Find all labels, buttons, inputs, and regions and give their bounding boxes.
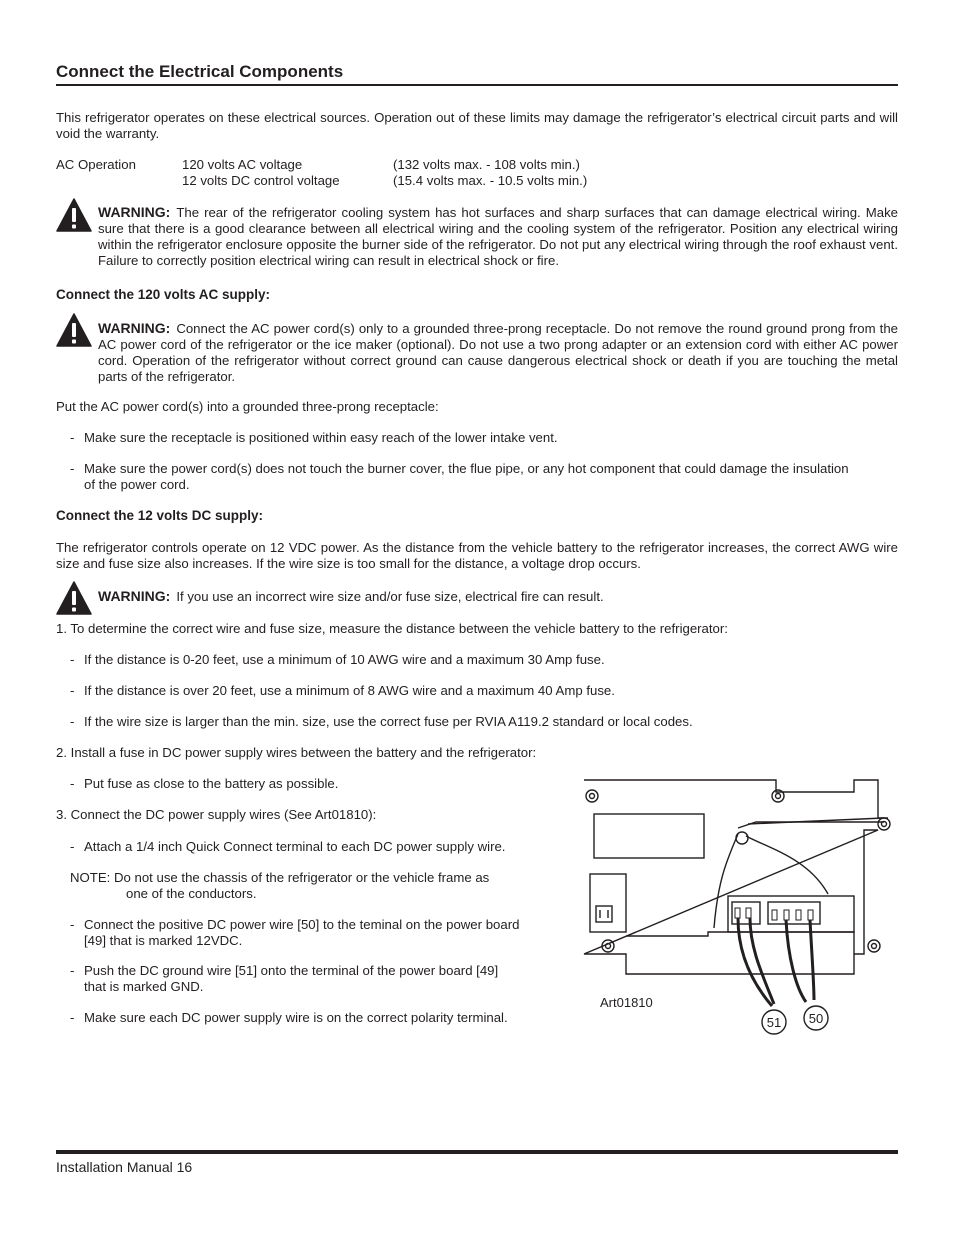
warning-triangle-icon	[56, 198, 92, 232]
list-item: - If the distance is 0-20 feet, use a minimum of 10 AWG wire and a maximum 30 Amp fuse.	[70, 652, 605, 667]
list-item: - Put fuse as close to the battery as possible.	[70, 776, 339, 791]
note-line-1: NOTE: Do not use the chassis of the refrigerator or the vehicle frame as	[70, 870, 490, 885]
warning-2	[98, 320, 898, 385]
ac-spec-2: 12 volts DC control voltage	[182, 173, 340, 188]
step-2: 2. Install a fuse in DC power supply wires between the battery and the refrigerator:	[56, 745, 537, 760]
step-1: 1. To determine the correct wire and fuse size, measure the distance between the vehicle battery to the refrigerator:	[56, 621, 728, 636]
page-title: Connect the Electrical Components	[56, 62, 344, 81]
warning-triangle-icon	[56, 581, 92, 615]
ac-section-heading: Connect the 120 volts AC supply:	[56, 287, 271, 302]
warning-triangle-icon	[56, 313, 92, 347]
list-item: - Push the DC ground wire [51] onto the terminal of the power board [49] that is marked GND.	[70, 963, 499, 994]
callout-50: 50	[808, 1011, 824, 1026]
warning-label: WARNING:	[98, 320, 171, 336]
warning-text: If you use an incorrect wire size and/or fuse size, electrical fire can result.	[176, 589, 604, 604]
list-item: - Make sure the power cord(s) does not touch the burner cover, the flue pipe, or any hot component that could damage the insulation of the power cord.	[70, 461, 849, 492]
dc-section-heading: Connect the 12 volts DC supply:	[56, 508, 264, 523]
list-item: - Attach a 1/4 inch Quick Connect terminal to each DC power supply wire.	[70, 839, 506, 854]
warning-3	[98, 588, 898, 605]
header-rule	[56, 84, 898, 86]
list-item: - Make sure the receptacle is positioned within easy reach of the lower intake vent.	[70, 430, 558, 445]
warning-text: The rear of the refrigerator cooling system has hot surfaces and sharp surfaces that can damage electrical wiring. Make sure that there is a good clearance between all electrical wiring and the cooling system of the refrigerator. Position any electrical wiring within the refrigerator enclosure opposite the burner side of the refrigerator. Do not put any electrical wiring through the roof exhaust vent. Failure to correctly position electrical wiring can result in electrical shock or fire.	[98, 205, 898, 268]
step-3: 3. Connect the DC power supply wires (See Art01810):	[56, 807, 377, 822]
figure-caption: Art01810	[600, 995, 653, 1010]
footer-rule	[56, 1150, 898, 1154]
ac-range-1: (132 volts max. - 108 volts min.)	[393, 157, 580, 172]
ac-operation-label: AC Operation	[56, 157, 136, 172]
warning-text: Connect the AC power cord(s) only to a grounded three-prong receptacle. Do not remove the round ground prong from the AC power cord of the refrigerator or the ice maker (optional). Do not use a two prong adapter or an extension cord with either AC power cord. Operation of the refrigerator without correct ground can cause dangerous electrical shock or death if you are touching the metal parts of the refrigerator.	[98, 321, 898, 384]
callout-51: 51	[766, 1015, 782, 1030]
warning-label: WARNING:	[98, 204, 171, 220]
list-item: - If the wire size is larger than the min. size, use the correct fuse per RVIA A119.2 standard or local codes.	[70, 714, 693, 729]
footer-text: Installation Manual 16	[56, 1159, 193, 1175]
list-item: - If the distance is over 20 feet, use a minimum of 8 AWG wire and a maximum 40 Amp fuse.	[70, 683, 615, 698]
intro-paragraph: This refrigerator operates on these electrical sources. Operation out of these limits may damage the refrigerator’s electrical circuit parts and will void the warranty.	[56, 110, 898, 141]
note-line-2: one of the conductors.	[126, 886, 257, 901]
warning-label: WARNING:	[98, 588, 171, 604]
warning-1	[98, 204, 898, 269]
power-board-diagram	[578, 778, 908, 1040]
ac-lead: Put the AC power cord(s) into a grounded three-prong receptacle:	[56, 399, 439, 414]
ac-spec-1: 120 volts AC voltage	[182, 157, 303, 172]
dc-lead: The refrigerator controls operate on 12 VDC power. As the distance from the vehicle battery to the refrigerator increases, the correct AWG wire size and fuse size also increases. If the wire size is too small for the distance, a voltage drop occurs.	[56, 540, 898, 571]
list-item: - Make sure each DC power supply wire is on the correct polarity terminal.	[70, 1010, 508, 1025]
list-item: - Connect the positive DC power wire [50] to the teminal on the power board [49] that is marked 12VDC.	[70, 917, 520, 948]
ac-range-2: (15.4 volts max. - 10.5 volts min.)	[393, 173, 588, 188]
